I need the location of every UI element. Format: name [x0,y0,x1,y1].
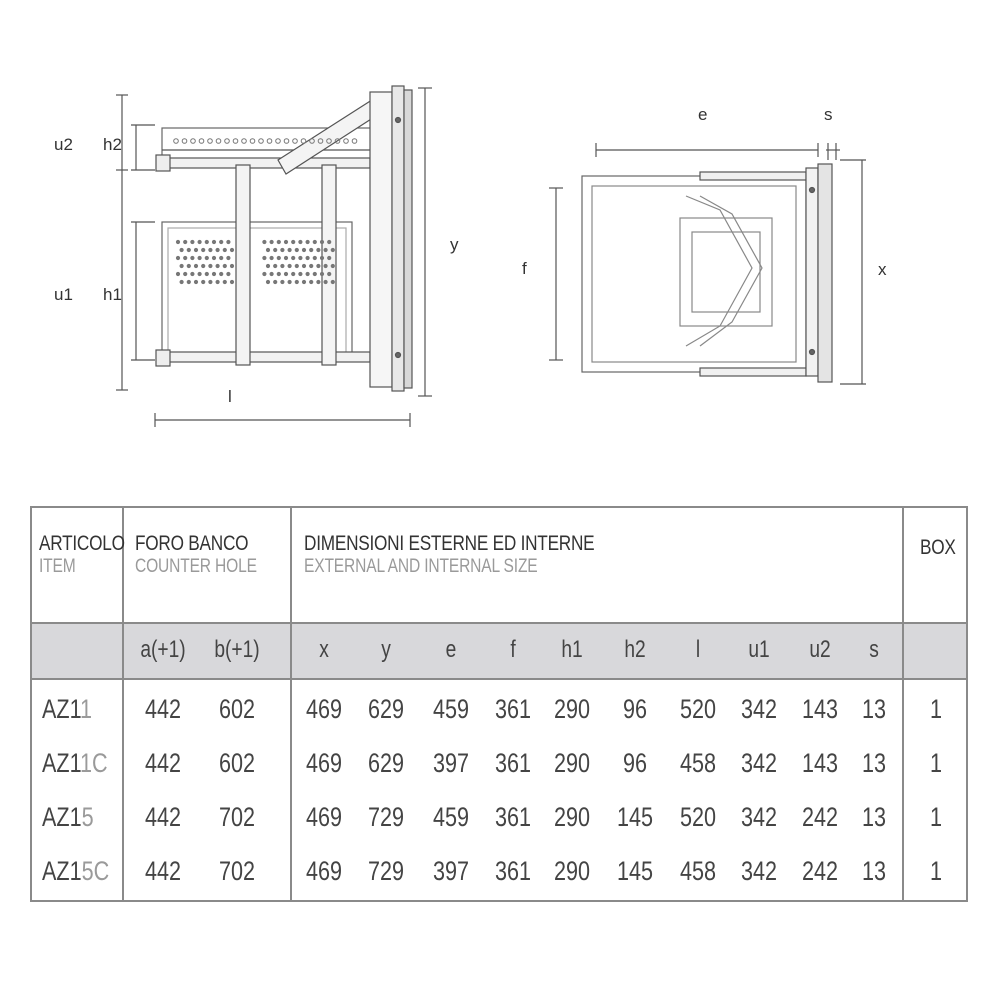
table-cell: 13 [861,856,887,886]
label-h2: h2 [103,135,122,154]
perforation-hole [320,272,324,276]
perforation-hole [201,280,205,284]
perforation-hole [262,256,266,260]
subheader-8: l [695,636,701,663]
perforation-hole [324,248,328,252]
perforation-hole [216,280,220,284]
table-cell: 342 [740,748,778,778]
table-cell: 702 [218,802,256,832]
perforation-hole [183,240,187,244]
perforation-hole [219,240,223,244]
table-cell: 469 [305,694,343,724]
perforation-hole [226,272,230,276]
table-cell: 459 [432,694,470,724]
table-cell: 442 [144,748,182,778]
perforation-hole [230,264,234,268]
table-cell: 459 [432,802,470,832]
label-u2: u2 [54,135,73,154]
perforation-hole [233,139,238,144]
table-cell: 145 [616,856,654,886]
perforation-hole [302,248,306,252]
table-cell: 458 [679,856,717,886]
perforation-hole [183,256,187,260]
table-cell: 342 [740,802,778,832]
perforation-hole [288,280,292,284]
perforation-hole [284,240,288,244]
subheader-9: u1 [748,636,770,663]
perforation-hole [309,280,313,284]
table-cell: 602 [218,748,256,778]
table-cell: 602 [218,694,256,724]
perforation-hole [190,240,194,244]
perforation-hole [174,139,179,144]
perforation-hole [226,256,230,260]
table-cell: 361 [494,802,532,832]
perforation-hole [331,280,335,284]
perforation-hole [212,272,216,276]
table-cell: 361 [494,748,532,778]
perforation-hole [331,264,335,268]
perforation-hole [208,139,213,144]
perforation-hole [320,240,324,244]
item-code-prefix: AZ1 [42,856,82,886]
perforation-hole [187,280,191,284]
item-code [42,802,94,833]
table-cell: 145 [616,802,654,832]
perforation-hole [316,248,320,252]
perforation-hole [216,248,220,252]
box-cell: 1 [929,748,943,778]
table-cell: 520 [679,694,717,724]
perforation-hole [208,248,212,252]
label-u1: u1 [54,285,73,304]
perforation-hole [266,280,270,284]
perforation-hole [183,272,187,276]
perforation-hole [320,256,324,260]
perforation-hole [223,248,227,252]
item-code-suffix: 1C [80,748,108,778]
box-cell: 1 [929,856,943,886]
perforation-hole [313,256,317,260]
label-x: x [878,260,887,279]
perforation-hole [212,256,216,260]
header-item-sub: ITEM [39,556,76,577]
perforation-hole [176,272,180,276]
perforation-hole [324,264,328,268]
subheader-4: e [445,636,457,663]
perforation-hole [262,272,266,276]
table-cell: 702 [218,856,256,886]
perforation-hole [295,248,299,252]
perforation-hole [198,272,202,276]
label-s: s [824,105,833,124]
label-f: f [522,259,527,278]
subheader-11: s [869,636,879,663]
table-cell: 143 [801,748,839,778]
perforation-hole [208,264,212,268]
subheader-0: a(+1) [140,636,186,663]
header-size-sub: EXTERNAL AND INTERNAL SIZE [304,556,538,577]
item-code-prefix: AZ1 [42,694,81,724]
perforation-hole [194,280,198,284]
perforation-hole [176,240,180,244]
perforation-hole [298,256,302,260]
perforation-hole [291,272,295,276]
perforation-hole [295,280,299,284]
header-box: BOX [920,536,956,559]
table-cell: 290 [553,802,591,832]
item-code-suffix: 1 [80,694,93,724]
perforation-hole [277,240,281,244]
item-code-prefix: AZ1 [42,748,81,778]
item-code [42,694,92,725]
table-cell: 13 [861,802,887,832]
perforation-hole [187,248,191,252]
perforation-hole [180,264,184,268]
perforation-hole [327,256,331,260]
perforation-hole [273,264,277,268]
table-cell: 729 [367,802,405,832]
perforation-hole [309,248,313,252]
perforation-hole [327,272,331,276]
perforation-hole [288,264,292,268]
perforation-hole [270,272,274,276]
perforation-hole [198,256,202,260]
perforation-hole [306,256,310,260]
perforation-hole [280,280,284,284]
label-h1: h1 [103,285,122,304]
perforation-hole [273,248,277,252]
perforation-hole [187,264,191,268]
perforation-hole [205,240,209,244]
table-cell: 442 [144,694,182,724]
table-cell: 729 [367,856,405,886]
table-cell: 96 [622,748,648,778]
perforation-hole [216,264,220,268]
table-cell: 397 [432,748,470,778]
perforation-hole [280,264,284,268]
table-cell: 629 [367,694,405,724]
subheader-2: x [319,636,329,663]
spec-table [30,506,968,902]
table-cell: 361 [494,694,532,724]
table-cell: 96 [622,694,648,724]
perforation-hole [223,280,227,284]
subheader-1: b(+1) [214,636,260,663]
header-item: ARTICOLO [39,532,125,555]
table-cell: 469 [305,802,343,832]
label-e: e [698,105,708,124]
perforation-hole [284,272,288,276]
perforation-hole [352,139,357,144]
perforation-hole [291,240,295,244]
table-cell: 361 [494,856,532,886]
subheader-7: h2 [624,636,646,663]
perforation-hole [194,264,198,268]
subheader-10: u2 [809,636,831,663]
subheader-6: h1 [561,636,583,663]
perforation-hole [313,272,317,276]
perforation-hole [344,139,349,144]
perforation-hole [273,280,277,284]
table-cell: 442 [144,802,182,832]
perforation-hole [190,256,194,260]
perforation-hole [302,280,306,284]
perforation-hole [324,280,328,284]
technical-drawing [0,0,1000,480]
box-cell: 1 [929,694,943,724]
perforation-hole [180,248,184,252]
perforation-hole [266,248,270,252]
perforation-hole [277,256,281,260]
label-l: l [228,387,232,406]
perforation-hole [291,256,295,260]
perforation-hole [270,240,274,244]
perforation-hole [298,272,302,276]
perforation-hole [190,272,194,276]
perforation-hole [219,272,223,276]
table-cell: 290 [553,856,591,886]
perforation-hole [191,139,196,144]
table-cell: 13 [861,748,887,778]
perforation-hole [216,139,221,144]
perforation-hole [331,248,335,252]
perforation-hole [293,139,298,144]
perforation-hole [226,240,230,244]
table-cell: 442 [144,856,182,886]
item-code [42,748,108,779]
perforation-hole [219,256,223,260]
table-cell: 242 [801,856,839,886]
perforation-hole [309,264,313,268]
item-code [42,856,109,887]
perforation-hole [262,240,266,244]
table-cell: 290 [553,694,591,724]
perforation-hole [295,264,299,268]
perforation-hole [280,248,284,252]
perforation-hole [176,256,180,260]
perforation-hole [298,240,302,244]
table-cell: 629 [367,748,405,778]
perforation-hole [205,256,209,260]
table-cell: 290 [553,748,591,778]
perforation-hole [198,240,202,244]
perforation-hole [230,248,234,252]
perforation-hole [306,240,310,244]
perforation-hole [250,139,255,144]
table-cell: 520 [679,802,717,832]
header-size: DIMENSIONI ESTERNE ED INTERNE [304,532,595,555]
divider [122,508,124,900]
perforation-hole [225,139,230,144]
perforation-hole [242,139,247,144]
table-cell: 469 [305,856,343,886]
perforation-hole [180,280,184,284]
table-cell: 13 [861,694,887,724]
perforation-hole [199,139,204,144]
perforation-hole [301,139,306,144]
table-cell: 242 [801,802,839,832]
perforation-hole [194,248,198,252]
perforation-hole [223,264,227,268]
perforation-hole [270,256,274,260]
perforation-hole [316,280,320,284]
perforation-hole [205,272,209,276]
header-counter-hole-sub: COUNTER HOLE [135,556,257,577]
perforation-hole [316,264,320,268]
perforation-hole [306,272,310,276]
perforation-hole [259,139,264,144]
perforation-hole [212,240,216,244]
perforation-hole [327,240,331,244]
perforation-hole [288,248,292,252]
item-code-suffix: 5C [81,856,110,886]
header-counter-hole: FORO BANCO [135,532,249,555]
box-cell: 1 [929,802,943,832]
perforation-hole [277,272,281,276]
table-cell: 458 [679,748,717,778]
perforation-hole [302,264,306,268]
subheader-5: f [510,636,516,663]
subheader-3: y [381,636,391,663]
label-y: y [450,235,459,254]
table-cell: 342 [740,856,778,886]
perforation-hole [266,264,270,268]
perforation-hole [182,139,187,144]
perforation-hole [313,240,317,244]
table-cell: 469 [305,748,343,778]
perforation-hole [201,264,205,268]
perforation-hole [267,139,272,144]
item-code-prefix: AZ1 [42,802,82,832]
perforation-hole [201,248,205,252]
table-cell: 143 [801,694,839,724]
perforation-hole [284,256,288,260]
perforation-hole [276,139,281,144]
perforation-hole [284,139,289,144]
item-code-suffix: 5 [81,802,94,832]
perforation-hole [230,280,234,284]
table-cell: 397 [432,856,470,886]
table-cell: 342 [740,694,778,724]
perforation-hole [208,280,212,284]
